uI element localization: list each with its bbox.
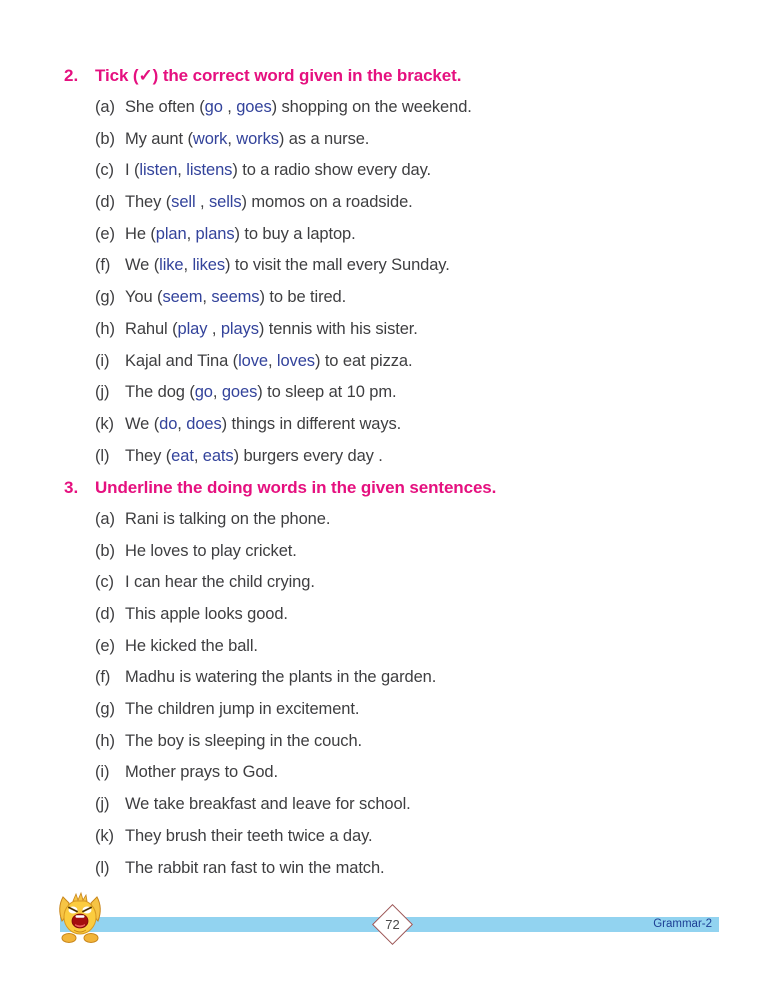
item-label: (h) [95, 731, 115, 750]
bracket-option-word: does [186, 414, 222, 433]
sentence-text: ) to visit the mall every Sunday. [224, 256, 450, 275]
list-item [0, 92, 783, 124]
item-label: (l) [95, 858, 110, 877]
item-label: (e) [95, 224, 115, 243]
sentence-text: , [202, 288, 212, 307]
item-label: (b) [95, 129, 115, 148]
item-text [125, 447, 383, 466]
item-text: Madhu is watering the plants in the garden. [125, 668, 437, 687]
exercise-2-number: 2. [64, 65, 79, 85]
item-label: (j) [95, 795, 110, 814]
sentence-text: He ( [125, 224, 156, 243]
sentence-text: Kajal and Tina ( [125, 351, 239, 370]
sentence-text: ) things in different ways. [221, 414, 402, 433]
bracket-option-word: plan [155, 224, 187, 243]
list-item [0, 535, 783, 567]
item-text [125, 415, 401, 434]
exercise-3-title: Underline the doing words in the given sentences. [95, 477, 497, 497]
item-label: (a) [95, 98, 115, 117]
item-text: This apple looks good. [125, 605, 288, 624]
sentence-text: ) to buy a laptop. [234, 224, 356, 243]
sentence-text: ) to a radio show every day. [232, 161, 432, 180]
bracket-option-word: works [236, 129, 279, 148]
item-label: (e) [95, 636, 115, 655]
list-item [0, 599, 783, 631]
list-item [0, 630, 783, 662]
list-item [0, 852, 783, 884]
list-item [0, 187, 783, 219]
item-text [125, 256, 450, 275]
list-item [0, 155, 783, 187]
sentence-text: My aunt ( [125, 129, 193, 148]
sentence-text: , [207, 319, 221, 338]
item-label: (c) [95, 573, 114, 592]
exercise-2 [0, 60, 783, 472]
sentence-text: ) shopping on the weekend. [271, 98, 472, 117]
item-text [125, 130, 369, 149]
item-label: (h) [95, 319, 115, 338]
bracket-option-word: play [177, 319, 208, 338]
list-item [0, 757, 783, 789]
bracket-option-word: listens [186, 161, 233, 180]
item-text: Rani is talking on the phone. [125, 509, 331, 528]
sentence-text: ) as a nurse. [278, 129, 370, 148]
exercise-3-heading [0, 472, 783, 504]
exercise-3-items [0, 504, 783, 884]
sentence-text: ) to sleep at 10 pm. [257, 383, 397, 402]
item-text [125, 352, 413, 371]
sentence-text: I ( [125, 161, 140, 180]
sentence-text: , [177, 414, 187, 433]
item-text [125, 193, 413, 212]
bracket-option-word: plays [220, 319, 259, 338]
page-number-badge [372, 904, 413, 945]
page-content [0, 60, 783, 884]
list-item [0, 314, 783, 346]
sentence-text: Rahul ( [125, 319, 178, 338]
list-item [0, 282, 783, 314]
item-label: (k) [95, 414, 114, 433]
item-text [125, 320, 418, 339]
sentence-text: ) momos on a roadside. [241, 193, 413, 212]
list-item [0, 250, 783, 282]
item-label: (c) [95, 161, 114, 180]
sentence-text: The dog ( [125, 383, 195, 402]
item-text: The boy is sleeping in the couch. [125, 731, 363, 750]
list-item [0, 821, 783, 853]
item-label: (j) [95, 383, 110, 402]
sentence-text: , [193, 446, 203, 465]
bracket-option-word: eats [202, 446, 234, 465]
item-label: (f) [95, 256, 111, 275]
item-label: (b) [95, 541, 115, 560]
sentence-text: ) to be tired. [259, 288, 347, 307]
exercise-2-heading [0, 60, 783, 92]
list-item [0, 567, 783, 599]
crying-puppy-mascot-icon [54, 890, 106, 944]
item-text: They brush their teeth twice a day. [125, 826, 373, 845]
bracket-option-word: love [238, 351, 268, 370]
item-text [125, 288, 346, 307]
sentence-text: , [212, 383, 222, 402]
bracket-option-word: go [194, 383, 213, 402]
list-item [0, 123, 783, 155]
item-label: (f) [95, 668, 111, 687]
item-label: (a) [95, 509, 115, 528]
sentence-text: ) burgers every day . [233, 446, 383, 465]
item-label: (k) [95, 826, 114, 845]
bracket-option-word: sells [208, 193, 242, 212]
bracket-option-word: seems [211, 288, 260, 307]
sentence-text: ) tennis with his sister. [258, 319, 418, 338]
sentence-text: , [183, 256, 193, 275]
sentence-text: You ( [125, 288, 163, 307]
page-number: 72 [385, 917, 400, 932]
list-item [0, 662, 783, 694]
book-title-label: Grammar-2 [653, 918, 712, 930]
item-label: (i) [95, 763, 110, 782]
item-text: He kicked the ball. [125, 636, 258, 655]
item-text [125, 383, 397, 402]
item-text: The rabbit ran fast to win the match. [125, 858, 385, 877]
sentence-text: They ( [125, 193, 172, 212]
bracket-option-word: sell [171, 193, 196, 212]
item-text [125, 225, 356, 244]
bracket-option-word: plans [195, 224, 235, 243]
item-label: (d) [95, 605, 115, 624]
bracket-option-word: like [159, 256, 184, 275]
sentence-text: ) to eat pizza. [314, 351, 413, 370]
list-item [0, 789, 783, 821]
list-item [0, 409, 783, 441]
sentence-text: They ( [125, 446, 172, 465]
exercise-3 [0, 472, 783, 884]
bracket-option-word: do [159, 414, 178, 433]
bracket-option-word: eat [171, 446, 194, 465]
list-item [0, 725, 783, 757]
sentence-text: , [186, 224, 196, 243]
sentence-text: , [195, 193, 209, 212]
item-text: Mother prays to God. [125, 763, 278, 782]
list-item [0, 504, 783, 536]
item-text: He loves to play cricket. [125, 541, 297, 560]
bracket-option-word: loves [276, 351, 315, 370]
item-label: (g) [95, 288, 115, 307]
sentence-text: , [177, 161, 187, 180]
sentence-text: We ( [125, 256, 160, 275]
list-item [0, 218, 783, 250]
list-item [0, 694, 783, 726]
bracket-option-word: work [192, 129, 228, 148]
sentence-text: , [222, 98, 237, 117]
list-item [0, 377, 783, 409]
sentence-text: , [267, 351, 277, 370]
exercise-2-title: Tick (✓) the correct word given in the bracket. [95, 65, 462, 85]
bracket-option-word: likes [192, 256, 225, 275]
bracket-option-word: go [204, 98, 223, 117]
bracket-option-word: goes [236, 98, 272, 117]
exercise-2-items [0, 92, 783, 472]
sentence-text: , [227, 129, 237, 148]
bracket-option-word: seem [162, 288, 203, 307]
exercise-3-number: 3. [64, 477, 79, 497]
item-label: (l) [95, 446, 110, 465]
item-label: (g) [95, 700, 115, 719]
bracket-option-word: goes [221, 383, 258, 402]
item-text: The children jump in excitement. [125, 700, 360, 719]
item-text [125, 98, 472, 117]
list-item [0, 345, 783, 377]
item-label: (d) [95, 193, 115, 212]
item-text [125, 161, 431, 180]
sentence-text: We ( [125, 414, 160, 433]
item-label: (i) [95, 351, 110, 370]
item-text: I can hear the child crying. [125, 573, 315, 592]
sentence-text: She often ( [125, 98, 205, 117]
bracket-option-word: listen [139, 161, 178, 180]
list-item [0, 440, 783, 472]
item-text: We take breakfast and leave for school. [125, 795, 411, 814]
